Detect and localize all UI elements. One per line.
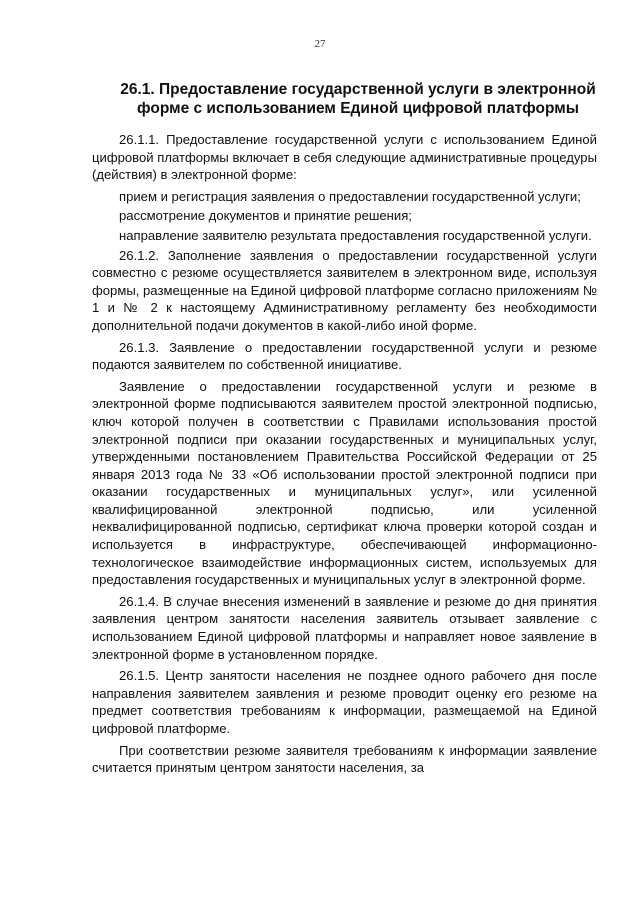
paragraph-26-1-2: 26.1.2. Заполнение заявления о предоставлении государственной услуги совместно с резюме осуществляется заявителем в электронном виде, используя формы, размещенные на Единой цифровой платформе согласно приложениям № 1 и № 2 к настоящему Административному регламенту без необходимости дополнительной подачи документов в какой-либо иной форме. [92, 247, 597, 333]
paragraph-26-1-4: 26.1.4. В случае внесения изменений в заявление и резюме до дня принятия заявления центром занятости населения заявитель отзывает заявление с использованием Единой цифровой платформы и направляет новое заявление в электронной форме в установленном порядке. [92, 593, 597, 662]
document-body [92, 131, 597, 781]
list-item: направление заявителю результата предоставления государственной услуги. [119, 227, 592, 243]
list-item: прием и регистрация заявления о предоставлении государственной услуги; [119, 188, 581, 204]
paragraph-26-1-5: 26.1.5. Центр занятости населения не позднее одного рабочего дня после направления заявителем заявления и резюме проводит оценку его резюме на предмет соответствия требованиям к информации, размещаемой на Единой цифровой платформе. [92, 668, 597, 736]
section-heading: 26.1. Предоставление государственной услуги в электронной форме с использованием Единой цифровой платформы [120, 81, 596, 117]
page-number: 27 [314, 38, 326, 50]
paragraph-26-1-3: 26.1.3. Заявление о предоставлении государственной услуги и резюме подаются заявителем по собственной инициативе. [92, 339, 597, 373]
list-item: рассмотрение документов и принятие решения; [119, 208, 412, 224]
paragraph-signature: Заявление о предоставлении государственной услуги и резюме в электронной форме подписываются заявителем простой электронной подписью, ключ которой получен в соответствии с Правилами использования простой электронной подписи при оказании государственных и муниципальных услуг, утвержденными постановлением Правительства Российской Федерации от 25 января 2013 года № 33 «Об использовании простой электронной подписи при оказании государственных и муниципальных услуг», или усиленной квалифицированной электронной подписью, или усиленной неквалифицированной подписью, сертификат ключа проверки которой создан и используется в инфраструктуре, обеспечивающей информационно-технологическое взаимодействие информационных систем, используемых для предоставления государственных и муниципальных услуг в электронной форме. [92, 378, 597, 588]
paragraph-26-1-1: 26.1.1. Предоставление государственной услуги с использованием Единой цифровой платформы включает в себя следующие административные процедуры (действия) в электронной форме: [92, 132, 597, 183]
paragraph-acceptance: При соответствии резюме заявителя требованиям к информации заявление считается принятым центром занятости населения, за [92, 742, 597, 776]
